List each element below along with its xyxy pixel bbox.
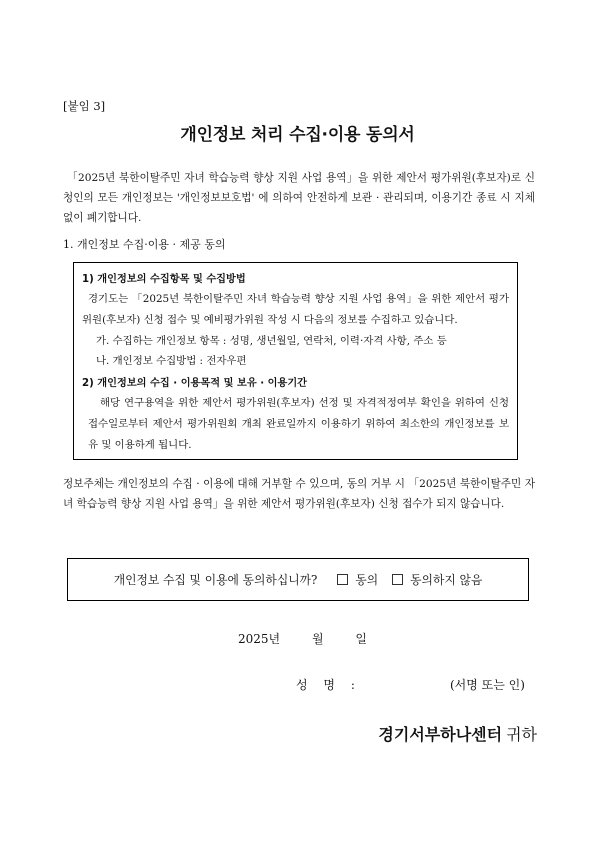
- attachment-label: [붙임 3]: [63, 99, 106, 113]
- agree-option[interactable]: [337, 571, 378, 588]
- disagree-label: 동의하지 않음: [410, 573, 483, 587]
- item2-body: 해당 연구용역을 위한 제안서 평가위원(후보자) 선정 및 자격적정여부 확인을 위하여 신청 접수일로부터 제안서 평가위원회 개최 완료일까지 이용하기 위하여 최소한의 개인정보를 보유 및 이용하게 됩니다.: [88, 397, 509, 451]
- signature-line: [296, 676, 538, 693]
- recipient-suffix: 귀하: [506, 725, 537, 744]
- agree-checkbox[interactable]: [337, 574, 348, 585]
- date-day: 일: [355, 632, 367, 646]
- date-month: 월: [311, 632, 324, 646]
- item1-sub-a: 가. 수집하는 개인정보 항목 : 성명, 생년월일, 연락처, 이력·자격 사항, 주소 등: [96, 335, 447, 347]
- signature-note: (서명 또는 인): [450, 678, 525, 692]
- document-title: 개인정보 처리 수집·이용 동의서: [180, 125, 415, 145]
- collection-details-box: [73, 262, 518, 460]
- recipient-line: [378, 722, 537, 745]
- section1-heading: 1. 개인정보 수집·이용 · 제공 동의: [63, 238, 226, 251]
- intro-paragraph: 「2025년 북한이탈주민 자녀 학습능력 향상 지원 사업 용역」을 위한 제안서 평가위원(후보자)로 신청인의 모든 개인정보는 '개인정보보호법' 에 의하여 안전하게 보관 · 관리되며, 이용기간 종료 시 지체 없이 폐기합니다.: [63, 172, 535, 224]
- date-line: [238, 630, 381, 647]
- item1-body: 경기도는 「2025년 북한이탈주민 자녀 학습능력 향상 지원 사업 용역」을 위한 제안서 평가위원(후보자) 신청 접수 및 예비평가위원 작성 시 다음의 정보를 수집하고 있습니다.: [82, 293, 509, 326]
- consent-question: 개인정보 수집 및 이용에 동의하십니까?: [113, 573, 318, 587]
- item1-sub-b: 나. 개인정보 수집방법 : 전자우편: [96, 355, 247, 367]
- refusal-notice: 정보주체는 개인정보의 수집 · 이용에 대해 거부할 수 있으며, 동의 거부 시 「2025년 북한이탈주민 자녀 학습능력 향상 지원 사업 용역」을 위한 제안서 평가위원(후보자) 신청 접수가 되지 않습니다.: [63, 478, 535, 510]
- consent-box: [67, 558, 529, 601]
- name-label: 성 명 :: [296, 678, 361, 692]
- disagree-checkbox[interactable]: [392, 574, 403, 585]
- agree-label: 동의: [355, 573, 379, 587]
- disagree-option[interactable]: [392, 571, 482, 588]
- date-year: 2025년: [238, 632, 281, 646]
- item2-heading: 2) 개인정보의 수집 · 이용목적 및 보유 · 이용기간: [82, 378, 307, 389]
- item1-heading: 1) 개인정보의 수집항목 및 수집방법: [82, 274, 246, 285]
- recipient-name: 경기서부하나센터: [378, 725, 503, 744]
